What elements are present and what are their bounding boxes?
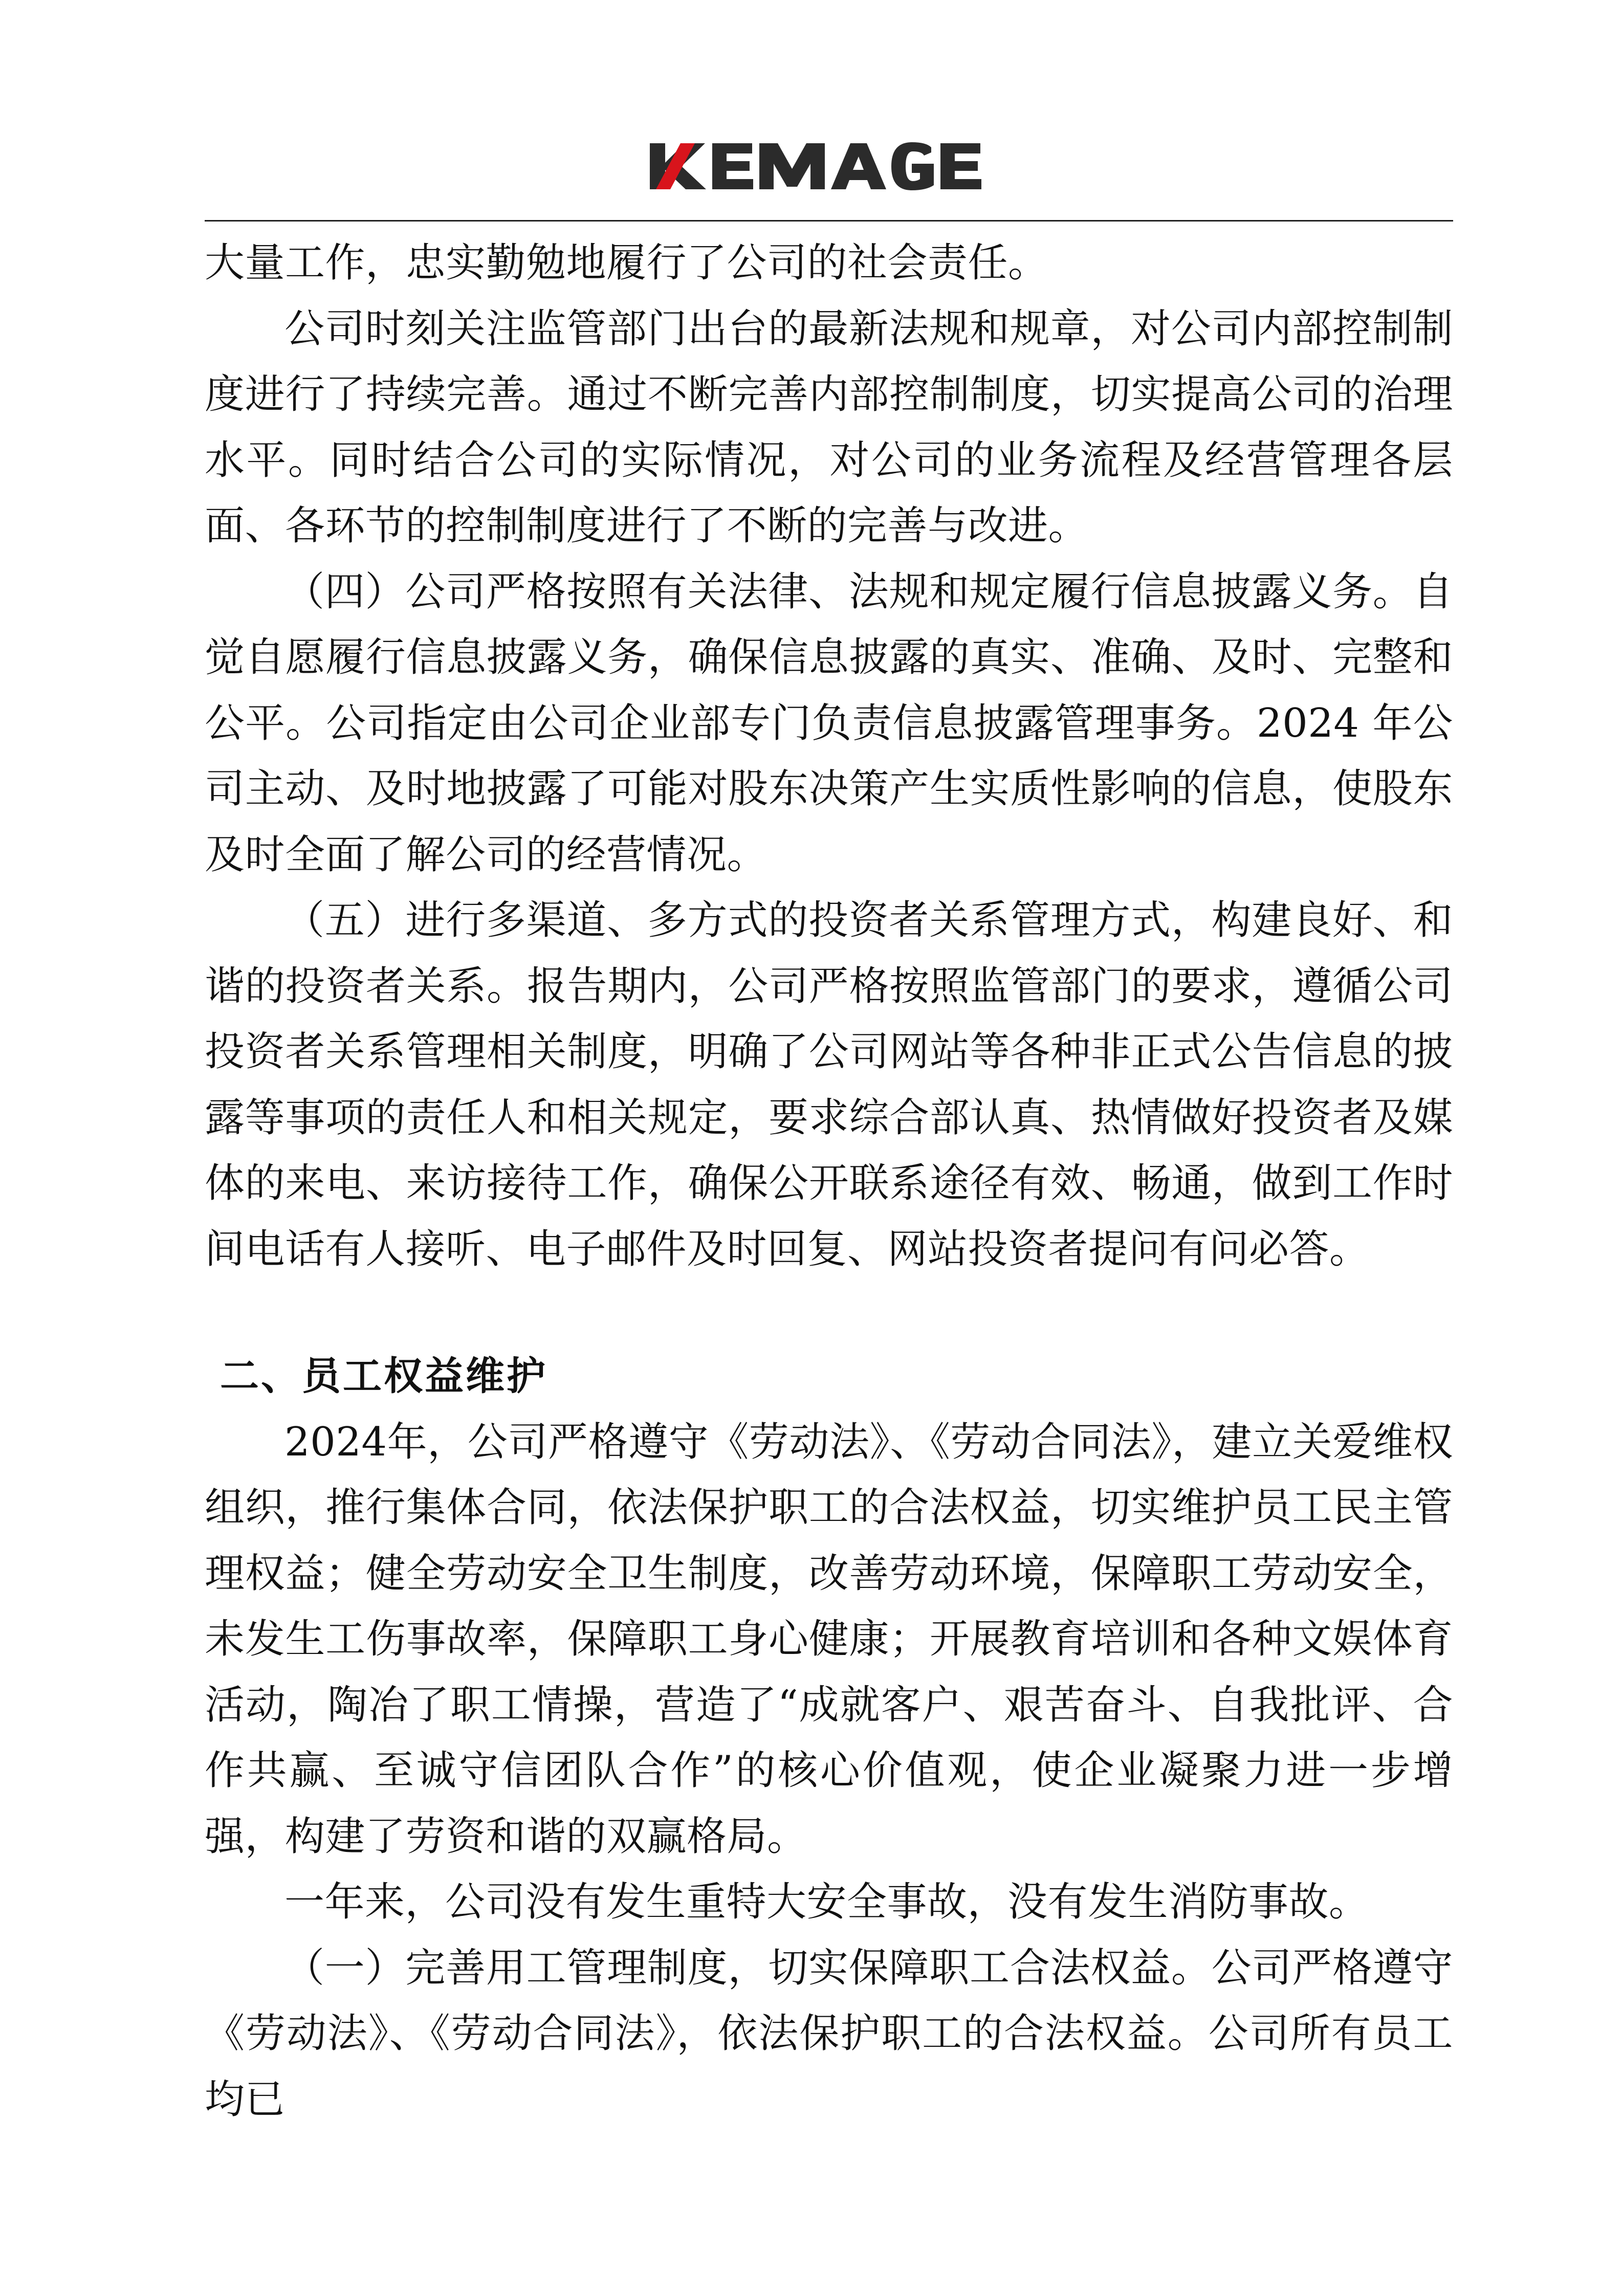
page-header — [205, 138, 1453, 220]
section-heading: 二、员工权益维护 — [220, 1353, 547, 1399]
header-divider — [205, 220, 1453, 222]
paragraph-1: 大量工作，忠实勤勉地履行了公司的社会责任。 — [205, 240, 1048, 286]
kemage-logo-icon — [650, 138, 1008, 194]
paragraph-4: （五）进行多渠道、多方式的投资者关系管理方式，构建良好、和谐的投资者关系。报告期内，公司严格按照监管部门的要求，遵循公司投资者关系管理相关制度，明确了公司网站等各种非正式公告信息的披露等事项的责任人和相关规定，要求综合部认真、热情做好投资者及媒体的来电、来访接待工作，确保公开联系途径有效、畅通，做到工作时间电话有人接听、电子邮件及时回复、网站投资者提问有问必答。 — [205, 897, 1453, 1272]
paragraph-3: （四）公司严格按照有关法律、法规和规定履行信息披露义务。自觉自愿履行信息披露义务，确保信息披露的真实、准确、及时、完整和公平。公司指定由公司企业部专门负责信息披露管理事务。2024 年公司主动、及时地披露了可能对股东决策产生实质性影响的信息，使股东及时全面了解公司的经营情况。 — [205, 568, 1453, 878]
company-logo — [650, 138, 1008, 194]
section-spacer — [205, 1282, 1453, 1343]
paragraph-5: 2024年，公司严格遵守《劳动法》、《劳动合同法》，建立关爱维权组织，推行集体合同，依法保护职工的合法权益，切实维护员工民主管理权益；健全劳动安全卫生制度，改善劳动环境，保障职工劳动安全，未发生工伤事故率，保障职工身心健康；开展教育培训和各种文娱体育活动，陶冶了职工情操，营造了“成就客户、艰苦奋斗、自我批评、合作共赢、至诚守信团队合作”的核心价值观，使企业凝聚力进一步增强，构建了劳资和谐的双赢格局。 — [205, 1419, 1453, 1860]
document-body — [205, 230, 1453, 2132]
paragraph-6: 一年来，公司没有发生重特大安全事故，没有发生消防事故。 — [284, 1879, 1369, 1925]
paragraph-2: 公司时刻关注监管部门出台的最新法规和规章，对公司内部控制制度进行了持续完善。通过不断完善内部控制制度，切实提高公司的治理水平。同时结合公司的实际情况，对公司的业务流程及经营管理各层面、各环节的控制制度进行了不断的完善与改进。 — [205, 305, 1453, 549]
paragraph-7: （一）完善用工管理制度，切实保障职工合法权益。公司严格遵守《劳动法》、《劳动合同法》，依法保护职工的合法权益。公司所有员工均已 — [205, 1945, 1453, 2123]
